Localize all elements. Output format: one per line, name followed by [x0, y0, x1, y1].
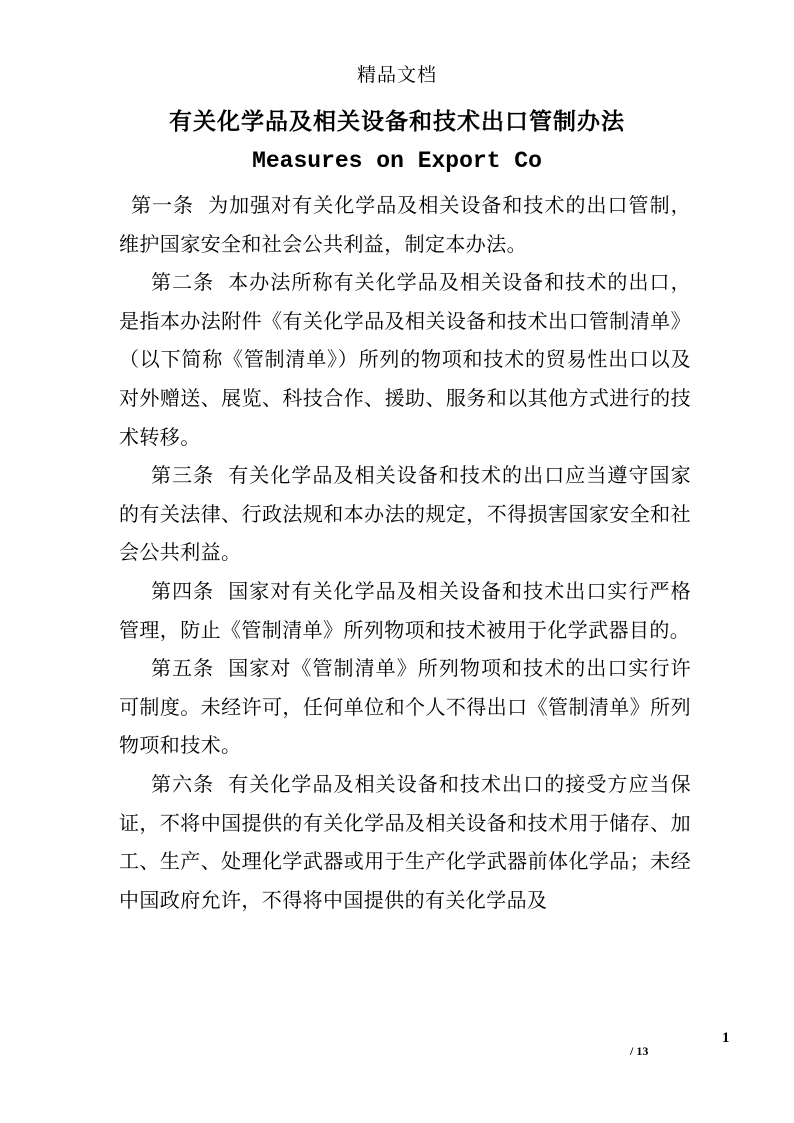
article-label: 第一条 — [131, 193, 195, 217]
article-label: 第三条 — [151, 463, 215, 488]
document-body — [119, 186, 691, 919]
article-label: 第二条 — [151, 270, 215, 295]
article-text: 本办法所称有关化学品及相关设备和技术的出口，是指本办法附件《有关化学品及相关设备和技术出口管制清单》（以下简称《管制清单》）所列的物项和技术的贸易性出口以及对外赠送、展览、科技合作、援助、服务和以其他方式进行的技术转移。 — [119, 270, 691, 449]
article-label: 第五条 — [151, 656, 215, 681]
page-number: 1 — [722, 1030, 730, 1046]
article-3 — [119, 456, 691, 572]
article-4 — [119, 572, 691, 649]
article-1 — [119, 186, 691, 263]
article-6 — [119, 765, 691, 919]
page-total: / 13 — [630, 1044, 649, 1058]
article-5 — [119, 649, 691, 765]
article-text: 有关化学品及相关设备和技术的出口应当遵守国家的有关法律、行政法规和本办法的规定，不得损害国家安全和社会公共利益。 — [119, 463, 691, 565]
header-label: 精品文档 — [356, 64, 437, 86]
article-label: 第六条 — [151, 771, 215, 796]
article-text: 有关化学品及相关设备和技术出口的接受方应当保证，不将中国提供的有关化学品及相关设备和技术用于储存、加工、生产、处理化学武器或用于生产化学武器前体化学品；未经中国政府允许，不得将中国提供的有关化学品及 — [119, 771, 691, 912]
article-text: 为加强对有关化学品及相关设备和技术的出口管制，维护国家安全和社会公共利益，制定本办法。 — [119, 193, 692, 256]
article-text: 国家对《管制清单》所列物项和技术的出口实行许可制度。未经许可，任何单位和个人不得出口《管制清单》所列物项和技术。 — [119, 656, 691, 758]
article-2 — [119, 263, 691, 456]
document-title: 有关化学品及相关设备和技术出口管制办法 — [169, 108, 625, 135]
article-label: 第四条 — [151, 578, 215, 603]
article-text: 国家对有关化学品及相关设备和技术出口实行严格管理，防止《管制清单》所列物项和技术被用于化学武器目的。 — [119, 578, 691, 642]
document-subtitle: Measures on Export Co — [252, 148, 542, 174]
